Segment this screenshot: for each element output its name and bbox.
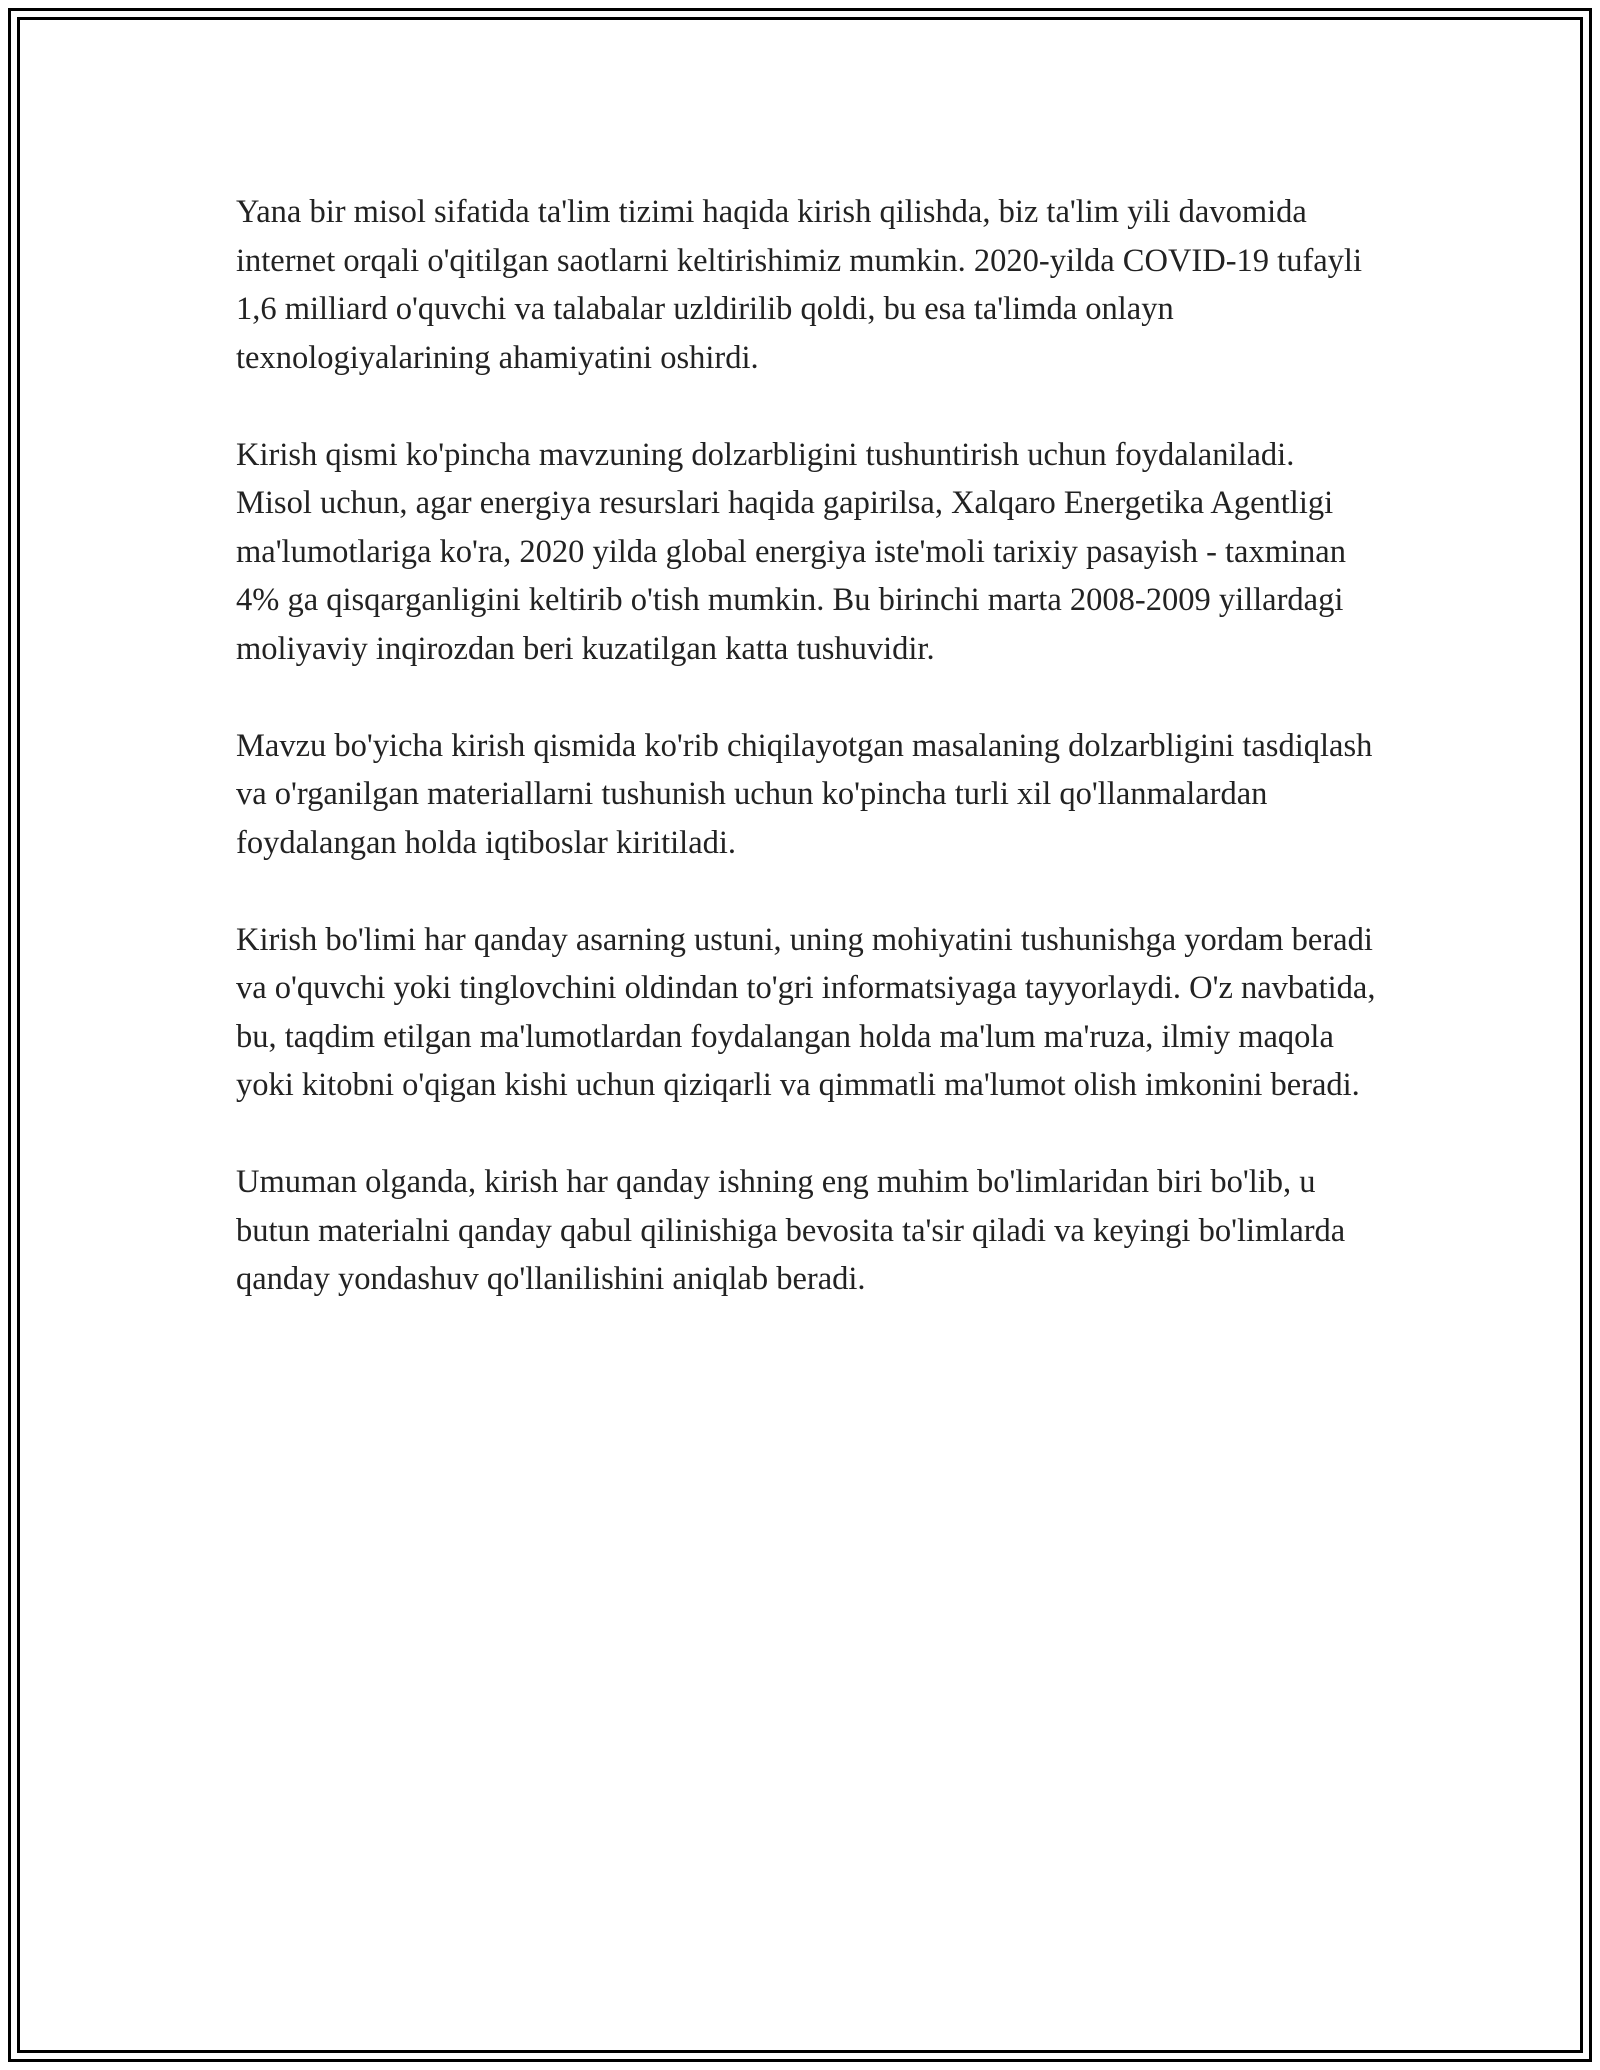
paragraph-1: Yana bir misol sifatida ta'lim tizimi haqida kirish qilishda, biz ta'lim yili davomida internet orqali o'qitilgan saotlarni keltirishimiz mumkin. 2020-yilda COVID-19 tufayli 1,6 milliard o'quvchi va talabalar uzldirilib qoldi, bu esa ta'limda onlayn texnologiyalarining ahamiyatini oshirdi. bbox=[236, 194, 1362, 376]
paragraph-3: Mavzu bo'yicha kirish qismida ko'rib chiqilayotgan masalaning dolzarbligini tasdiqlash va o'rganilgan materiallarni tushunish uchun ko'pincha turli xil qo'llanmalardan foydalangan holda iqtiboslar kiritiladi. bbox=[236, 727, 1373, 861]
document-body bbox=[236, 188, 1376, 1352]
paragraph-4: Kirish bo'limi har qanday asarning ustuni, uning mohiyatini tushunishga yordam beradi va o'quvchi yoki tinglovchini oldindan to'gri informatsiyaga tayyorlaydi. O'z navbatida, bu, taqdim etilgan ma'lumotlardan foydalangan holda ma'lum ma'ruza, ilmiy maqola yoki kitobni o'qigan kishi uchun qiziqarli va qimmatli ma'lumot olish imkonini beradi. bbox=[236, 921, 1376, 1103]
paragraph-5: Umuman olganda, kirish har qanday ishning eng muhim bo'limlaridan biri bo'lib, u butun materialni qanday qabul qilinishiga bevosita ta'sir qiladi va keyingi bo'limlarda qanday yondashuv qo'llanilishini aniqlab beradi. bbox=[236, 1164, 1346, 1297]
paragraph-2: Kirish qismi ko'pincha mavzuning dolzarbligini tushuntirish uchun foydalaniladi. Misol uchun, agar energiya resurslari haqida gapirilsa, Xalqaro Energetika Agentligi ma'lumotlariga ko'ra, 2020 yilda global energiya iste'moli tarixiy pasayish - taxminan 4% ga qisqarganligini keltirib o'tish mumkin. Bu birinchi marta 2008-2009 yillardagi moliyaviy inqirozdan beri kuzatilgan katta tushuvidir. bbox=[236, 436, 1346, 667]
